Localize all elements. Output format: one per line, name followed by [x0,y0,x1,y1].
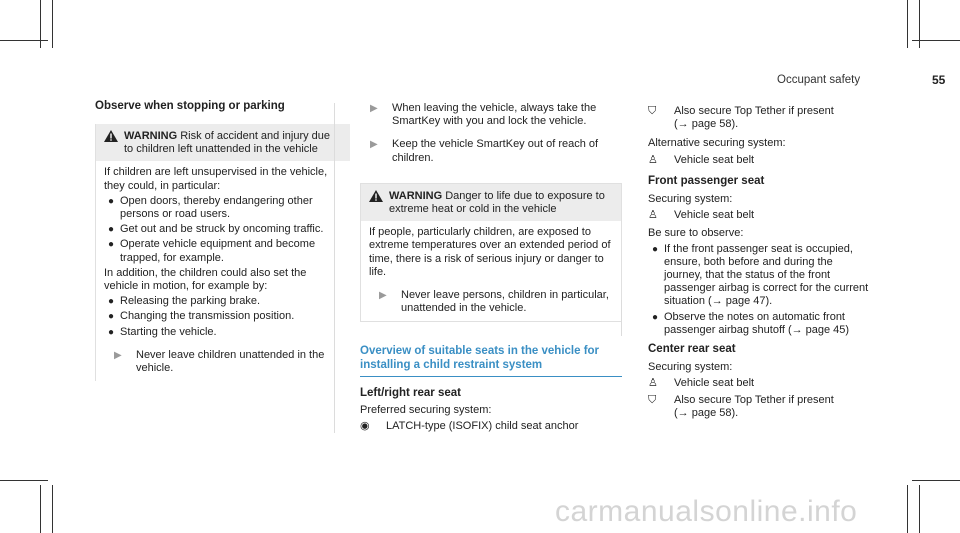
securing-label: Securing system: [648,193,733,206]
warning-triangle-icon [104,130,124,156]
warning-box [95,124,350,381]
crop-mark [907,0,908,48]
list-item-text: Operate vehicle equipment and become trapped, for example. [120,238,316,264]
column-2 [360,92,622,436]
seat-belt-text: Vehicle seat belt [674,377,755,390]
warning-label: WARNING [124,130,178,142]
bullet-icon: ● [108,326,115,338]
list-item [108,326,342,339]
step-item [360,102,622,128]
running-header: Occupant safety [777,74,861,86]
warning-intro-2: In addition, the children could also set the vehicle in motion, for example by: [104,266,307,293]
section-title: Overview of suitable seats in the vehicle for installing a child restraint system [360,345,600,372]
warning-text [124,130,342,156]
list-item-text: Observe the notes on automatic front passenger airbag shutoff (→ page 45) [664,310,850,336]
subheading: Left/right rear seat [360,387,461,400]
seat-belt-icon: ♙ [648,377,658,390]
step-arrow-icon: ▶ [114,349,122,361]
crop-mark [912,40,960,41]
alternative-label: Alternative securing system: [648,137,786,150]
warning-body [96,161,350,381]
bullet-icon: ● [108,296,115,308]
column-divider [334,103,335,433]
bullet-icon: ● [652,243,659,255]
step-arrow-icon: ▶ [379,290,387,302]
column-3 [648,102,873,423]
top-tether-label: Also secure Top Tether if present [674,105,834,117]
list-item-text: Changing the transmission position. [120,310,295,323]
crop-mark [0,480,48,481]
seat-belt-icon: ♙ [648,209,658,222]
seat-belt-icon: ♙ [648,153,658,166]
list-item-text: Get out and be struck by oncoming traffic. [120,223,324,236]
top-tether-text [674,394,834,420]
warning-message: Risk of accident and injury due to children left unattended in the vehicle [124,130,331,156]
list-item [108,295,342,308]
warning-triangle-icon [369,190,389,216]
warning-message: Danger to life due to exposure to extreme heat or cold in the vehicle [389,189,605,216]
bullet-icon: ● [652,311,659,323]
isofix-anchor-icon: ◉ [360,419,370,432]
crop-mark [912,480,960,481]
isofix-text: LATCH-type (ISOFIX) child seat anchor [386,419,579,432]
list-item [652,311,873,337]
warning-box [360,183,622,323]
step-item [360,138,622,164]
section-heading: Observe when stopping or parking [95,100,285,112]
seat-belt-row [648,209,873,222]
top-tether-label: Also secure Top Tether if present [674,393,834,406]
observe-label: Be sure to observe: [648,227,744,240]
list-item-text: If the front passenger seat is occupied, ensure, both before and during the journey, that the status of the front passenger airbag is correct for the current situation (→ page 47). [664,242,869,308]
subheading: Front passenger seat [648,174,765,187]
section-rule [360,376,622,377]
top-tether-text [674,105,834,131]
bullet-icon: ● [108,195,115,207]
securing-label: Securing system: [648,361,733,374]
bullet-icon: ● [108,311,115,323]
seat-belt-row [648,154,873,167]
crop-mark [0,40,48,41]
list-item [652,243,873,309]
page-reference: (→ page 58). [674,406,739,419]
page-number: 55 [932,73,946,87]
step-item [369,289,613,315]
step-text: Never leave persons, children in particular, unattended in the vehicle. [401,289,609,315]
column-divider [621,300,622,336]
list-item [108,195,342,221]
step-text: Never leave children unattended in the vehicle. [136,348,325,375]
top-tether-icon: ⛉ [648,393,657,406]
list-item [108,223,342,236]
warning-label: WARNING [389,189,443,202]
list-item-text: Releasing the parking brake. [120,295,261,308]
step-arrow-icon: ▶ [370,139,378,151]
warning-body [361,221,621,321]
watermark: carmanualsonline.info [555,495,858,528]
crop-mark [919,485,920,533]
warning-intro: If children are left unsupervised in the vehicle, they could, in particular: [104,166,328,192]
list-item-text: Starting the vehicle. [120,325,217,338]
isofix-row [360,420,622,433]
step-text: Keep the vehicle SmartKey out of reach of children. [392,138,599,164]
warning-header [361,184,621,221]
step-arrow-icon: ▶ [370,103,378,114]
top-tether-icon: ⛉ [648,105,657,117]
seat-belt-text: Vehicle seat belt [674,153,755,166]
list-item-text: Open doors, thereby endangering other persons or road users. [120,194,313,221]
column-1 [95,92,350,381]
step-text: When leaving the vehicle, always take the SmartKey with you and lock the vehicle. [392,102,597,128]
crop-mark [907,485,908,533]
preferred-label: Preferred securing system: [360,403,492,416]
page-reference: (→ page 58). [674,118,739,131]
crop-mark [40,485,41,533]
bullet-icon: ● [108,239,115,251]
list-item [108,238,342,264]
seat-belt-text: Vehicle seat belt [674,209,755,222]
warning-paragraph: If people, particularly children, are exposed to extreme temperatures over an extended period of time, there is a risk of serious injury or danger to life. [369,226,611,278]
subheading: Center rear seat [648,343,736,356]
seat-belt-row [648,377,873,390]
crop-mark [52,0,53,48]
warning-text [389,190,613,216]
bullet-icon: ● [108,224,115,236]
top-tether-row [648,394,873,420]
list-item [108,310,342,323]
top-tether-row [648,105,873,131]
warning-header [96,124,350,161]
step-item [104,349,342,375]
crop-mark [52,485,53,533]
